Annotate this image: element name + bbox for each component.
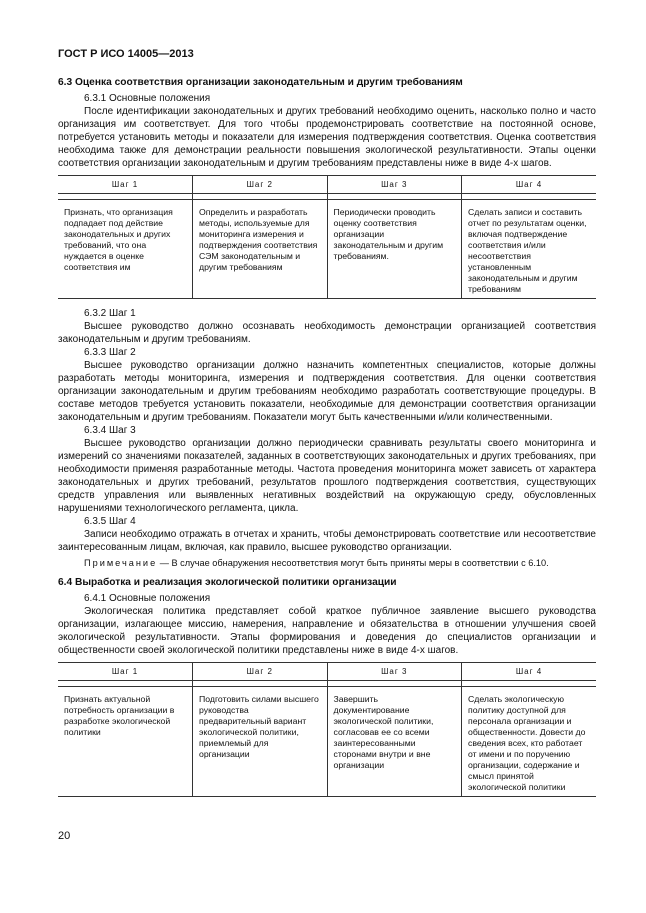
steps-table-6-4 [58, 662, 596, 797]
note [84, 557, 596, 570]
table-cell: Подготовить силами высшего руководства предварительный вариант экологической политики, приемлемый для организации [193, 687, 328, 797]
table-header-row [58, 176, 596, 194]
table-header-cell: Шаг 1 [58, 663, 193, 681]
subsection-6-3-3: 6.3.3 Шаг 2 [84, 347, 136, 358]
table-cell: Сделать экологическую политику доступной для персонала организации и общественности. Довести до сведения всех, кто работает от имени и по поручению организации, содержание и смысл принятой экологической политики [462, 687, 597, 797]
table-header-cell: Шаг 2 [193, 176, 328, 194]
document-body [58, 76, 596, 805]
section-6-4-title: 6.4 Выработка и реализация экологической политики организации [58, 577, 397, 588]
table-cell: Признать актуальной потребность организации в разработке экологической политики [58, 687, 193, 797]
subsection-6-3-2: 6.3.2 Шаг 1 [84, 308, 136, 319]
paragraph: После идентификации законодательных и других требований необходимо оценить, насколько полно и часто организация им соответствует. Для того чтобы продемонстрировать соответствие на постоянной основе, потребуется установить методы и показатели для измерения подтверждения соответствия. Оценка соответствия необходима также для демонстрации реальности повышения экологической результативности. Этапы оценки соответствия организации законодательным и другим требованиям представлены ниже в виде 4-х шагов. [58, 106, 596, 169]
subsection-6-3-1: 6.3.1 Основные положения [84, 93, 211, 104]
table-header-row [58, 663, 596, 681]
note-label: Примечание [84, 558, 158, 568]
paragraph: Записи необходимо отражать в отчетах и хранить, чтобы демонстрировать соответствие или несоответствие заинтересованным лицам, включая, как правило, высшее руководство организации. [58, 529, 596, 553]
note-text: — В случае обнаружения несоответствия могут быть приняты меры в соответствии с 6.10. [159, 558, 549, 568]
table-header-cell: Шаг 4 [462, 176, 597, 194]
table-cell: Сделать записи и составить отчет по результатам оценки, включая подтверждение соответствия и/или несоответствия установленным законодательным и другим требованиям [462, 200, 597, 299]
table-header-cell: Шаг 3 [327, 663, 462, 681]
table-row [58, 200, 596, 299]
subsection-6-3-4: 6.3.4 Шаг 3 [84, 425, 136, 436]
paragraph: Высшее руководство организации должно назначить компетентных специалистов, которые должны разработать методы мониторинга, измерения и подтверждения соответствия. Для оценки соответствия организации законодательным и другим требованиям необходимо разработать соответствующие процедуры. В составе методов требуется установить показатели, необходимые для демонстрации соответствия организации законодательным и другим требованиям. Показатели могут быть качественными и/или количественными. [58, 360, 596, 423]
table-header-cell: Шаг 3 [327, 176, 462, 194]
paragraph: Высшее руководство организации должно периодически сравнивать результаты своего мониторинга и измерений со значениями показателей, заданных в соответствующих законодательных и других требованиях, при необходимости применяя разработанные методы. Частота проведения мониторинга может зависеть от характера законодательных и других требований, результатов прошлого подтверждения соответствия, существующих средств управления или выявленных негативных воздействий на окружающую среду, обусловленных нарушениями технологического регламента, цикла. [58, 438, 596, 514]
section-6-3-title: 6.3 Оценка соответствия организации законодательным и другим требованиям [58, 77, 463, 88]
subsection-6-4-1: 6.4.1 Основные положения [84, 593, 211, 604]
table-cell: Определить и разработать методы, используемые для мониторинга измерения и подтверждения соответствия СЭМ законодательным и другим требованиям [193, 200, 328, 299]
table-row [58, 687, 596, 797]
table-cell: Периодически проводить оценку соответствия организации законодательным и другим требованиям. [327, 200, 462, 299]
paragraph: Экологическая политика представляет собой краткое публичное заявление высшего руководства организации, излагающее миссию, намерения, направление и обязательства в отношении улучшения своей экологической результативности. Этапы формирования и доведения до специалистов организации и общественности своей экологической политики представлены ниже в виде 4-х шагов. [58, 606, 596, 656]
table-header-cell: Шаг 4 [462, 663, 597, 681]
table-header-cell: Шаг 1 [58, 176, 193, 194]
steps-table-6-3 [58, 175, 596, 299]
page-number: 20 [58, 830, 71, 842]
table-cell: Завершить документирование экологической политики, согласовав ее со всеми заинтересованными сторонами внутри и вне организации [327, 687, 462, 797]
document-header: ГОСТ Р ИСО 14005—2013 [58, 48, 194, 60]
table-header-cell: Шаг 2 [193, 663, 328, 681]
table-cell: Признать, что организация подпадает под действие законодательных и других требований, что она нуждается в оценке соответствия им [58, 200, 193, 299]
subsection-6-3-5: 6.3.5 Шаг 4 [84, 516, 136, 527]
paragraph: Высшее руководство должно осознавать необходимость демонстрации организацией соответствия законодательным и другим требованиям. [58, 321, 596, 345]
